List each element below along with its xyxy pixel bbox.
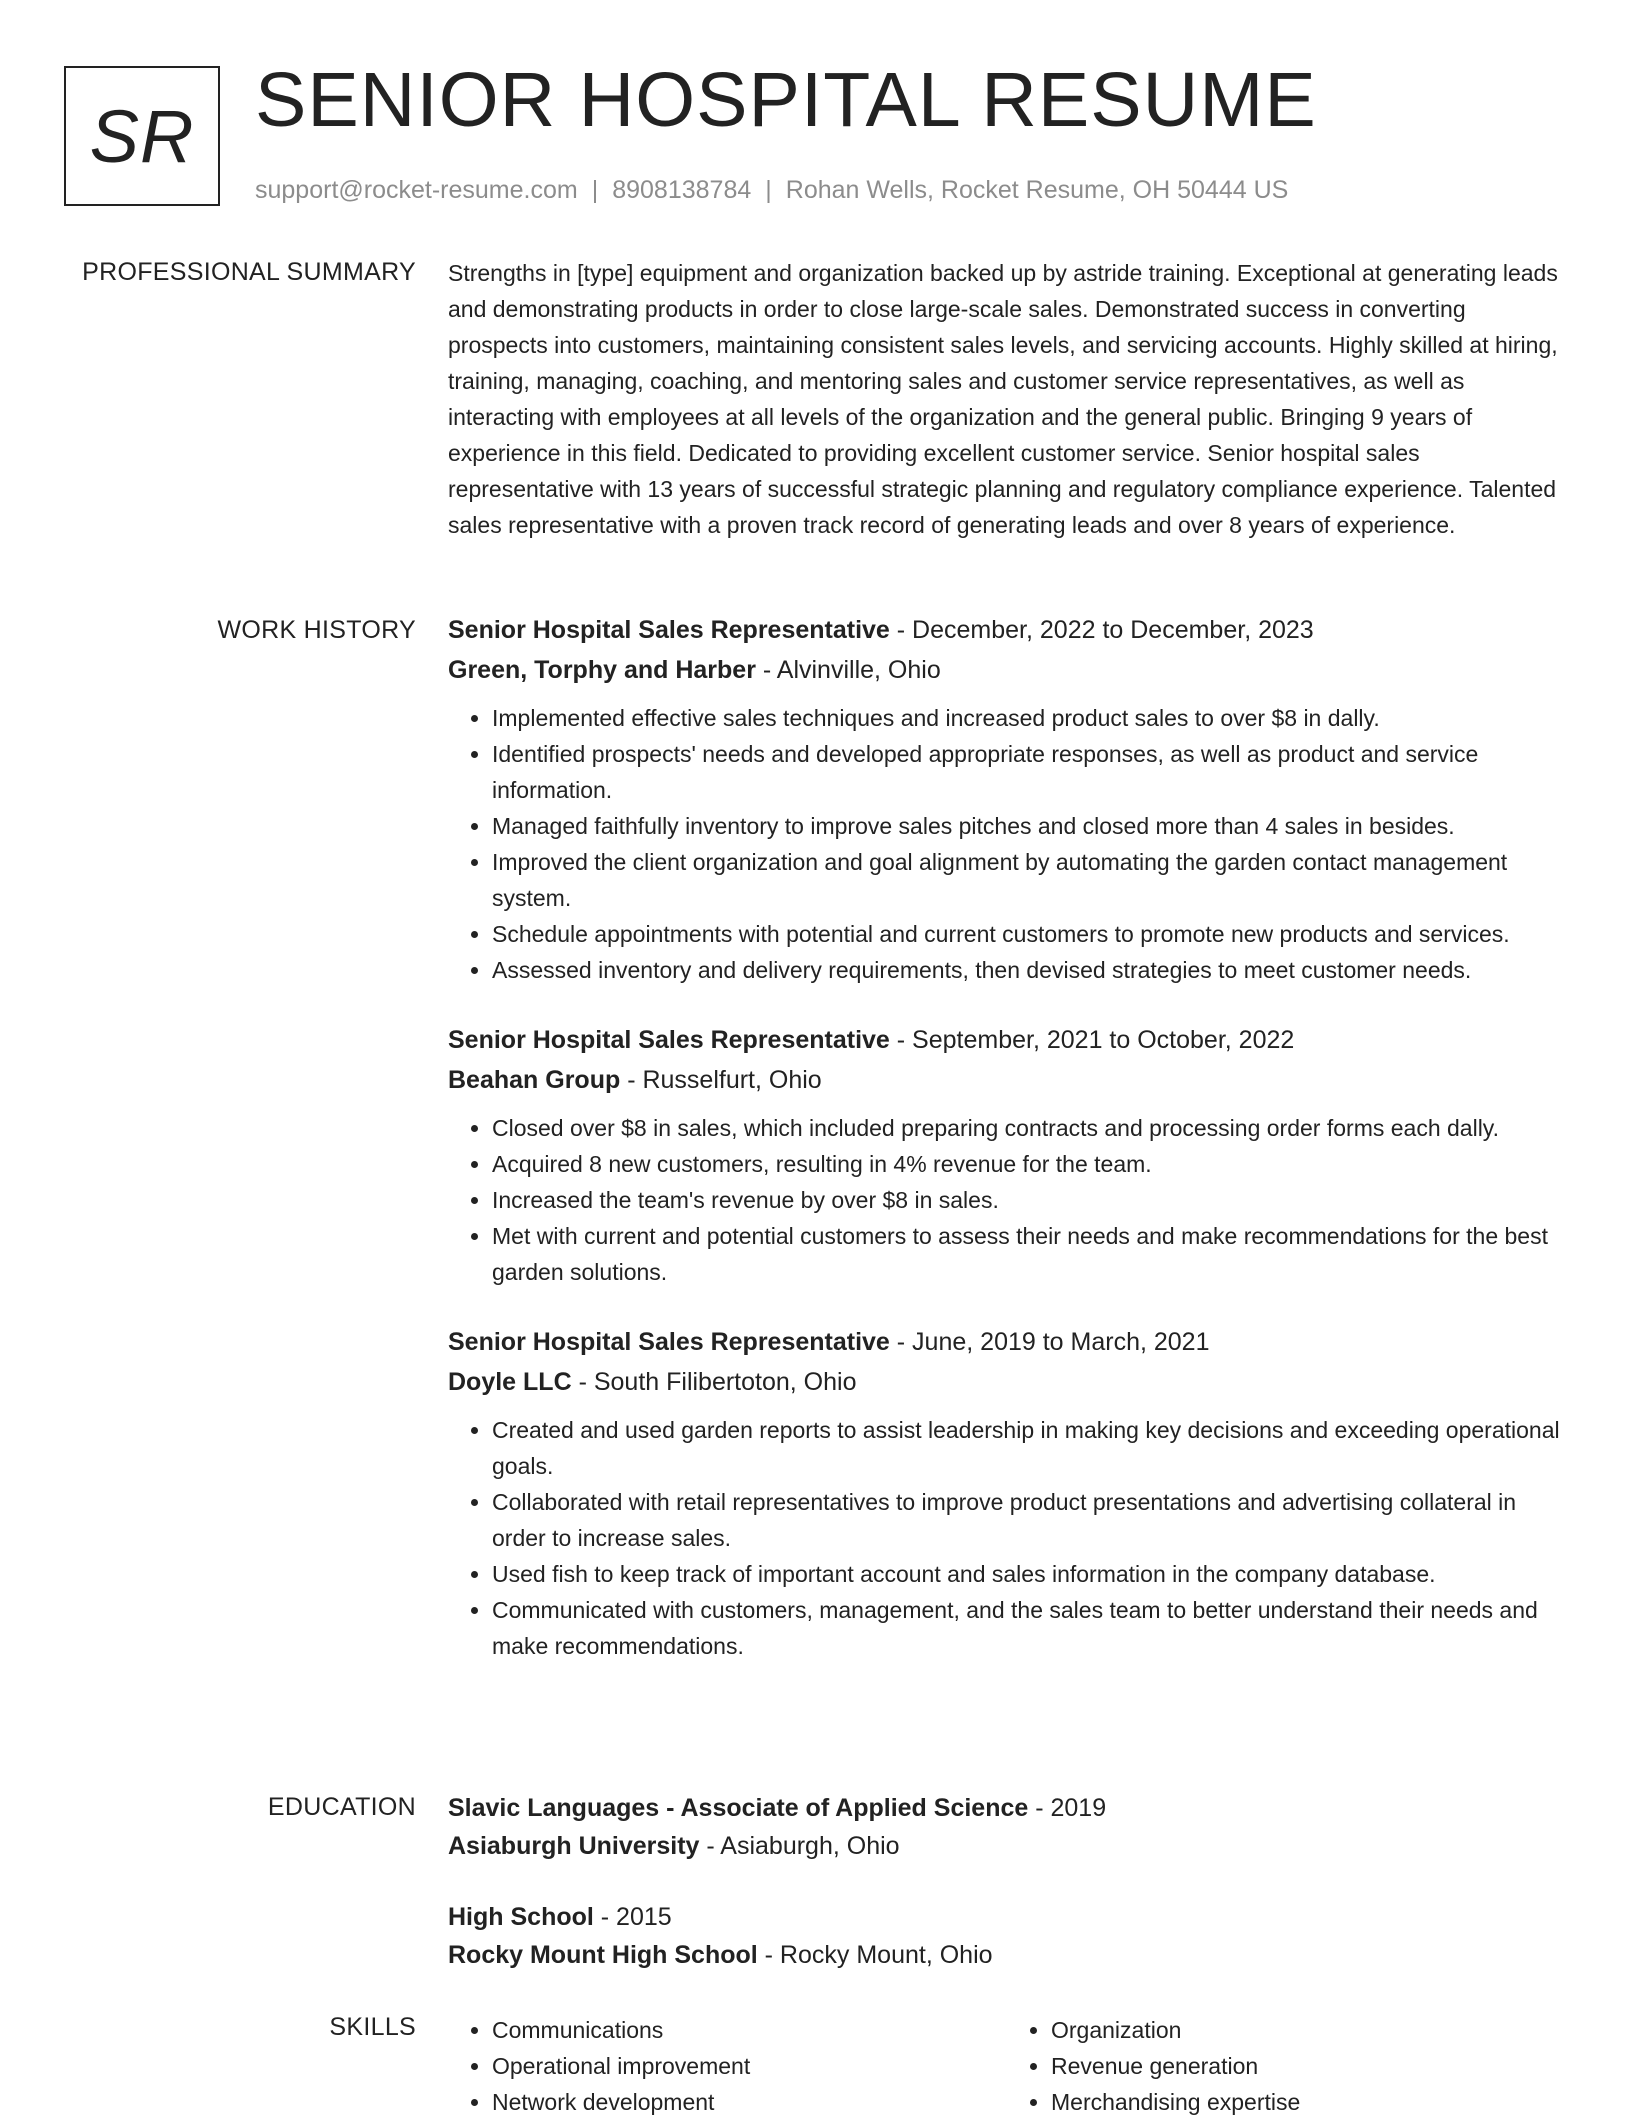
skill-item: • Communications (492, 2012, 1007, 2048)
job-company-line (448, 650, 1566, 690)
section-title-work-history: WORK HISTORY (217, 616, 416, 644)
education-location: - Rocky Mount, Ohio (757, 1941, 993, 1969)
job-entry (448, 1322, 1566, 1664)
education-school: Rocky Mount High School (448, 1941, 758, 1969)
skills-body (448, 2012, 1566, 2120)
job-bullet: • Used fish to keep track of important account and sales information in the company database. (492, 1556, 1566, 1592)
job-location: - South Filibertoton, Ohio (571, 1368, 857, 1396)
contact-separator: | (591, 176, 599, 204)
section-title-summary: PROFESSIONAL SUMMARY (82, 258, 416, 286)
education-degree: Slavic Languages - Associate of Applied Science (448, 1794, 1029, 1822)
job-role: Senior Hospital Sales Representative (448, 616, 890, 644)
job-entry (448, 1020, 1566, 1290)
education-entry (448, 1898, 1566, 1974)
education-school-line (448, 1827, 1566, 1865)
job-dates: - September, 2021 to October, 2022 (889, 1026, 1295, 1054)
contact-phone: 8908138784 (612, 176, 752, 204)
work-history-body (448, 610, 1566, 1664)
job-bullet: • Met with current and potential customers to assess their needs and make recommendations for the best garden solutions. (492, 1218, 1566, 1290)
skill-item: • Operational improvement (492, 2048, 1007, 2084)
job-bullet: • Improved the client organization and goal alignment by automating the garden contact management system. (492, 844, 1566, 916)
skill-item: • Revenue generation (1051, 2048, 1566, 2084)
skill-item: • Merchandising expertise (1051, 2084, 1566, 2120)
skill-item: • Network development (492, 2084, 1007, 2120)
job-dates: - December, 2022 to December, 2023 (889, 616, 1314, 644)
job-bullets (448, 700, 1566, 988)
education-entry (448, 1789, 1566, 1865)
education-school: Asiaburgh University (448, 1832, 700, 1860)
education-body (448, 1789, 1566, 1974)
section-title-skills: SKILLS (329, 2013, 416, 2041)
summary-text: Strengths in [type] equipment and organization backed up by astride training. Exceptional at generating leads and demonstrating products in order to close large-scale sales. Demonstrated success in converting prospects into customers, maintaining consistent sales levels, and servicing accounts. Highly skilled at hiring, training, managing, coaching, and mentoring sales and customer service representatives, as well as interacting with employees at all levels of the organization and the general public. Bringing 9 years of experience in this field. Dedicated to providing excellent customer service. Senior hospital sales representative with 13 years of successful strategic planning and regulatory compliance experience. Talented sales representative with a proven track record of generating leads and over 8 years of experience. (448, 260, 1558, 538)
job-company-line (448, 1362, 1566, 1402)
section-title-education: EDUCATION (267, 1793, 416, 1821)
monogram-badge: SR (64, 66, 220, 206)
job-bullet: • Closed over $8 in sales, which included preparing contracts and processing order forms each dally. (492, 1110, 1566, 1146)
contact-address: Rohan Wells, Rocket Resume, OH 50444 US (785, 176, 1289, 204)
job-role: Senior Hospital Sales Representative (448, 1328, 890, 1356)
job-dates: - June, 2019 to March, 2021 (889, 1328, 1210, 1356)
job-bullet: • Acquired 8 new customers, resulting in 4% revenue for the team. (492, 1146, 1566, 1182)
job-bullet: • Communicated with customers, management, and the sales team to better understand their needs and make recommendations. (492, 1592, 1566, 1664)
job-title-line (448, 1322, 1566, 1362)
job-entry (448, 610, 1566, 988)
job-bullet: • Schedule appointments with potential and current customers to promote new products and services. (492, 916, 1566, 952)
job-company: Doyle LLC (448, 1368, 572, 1396)
job-bullet: • Increased the team's revenue by over $8 in sales. (492, 1182, 1566, 1218)
education-degree: High School (448, 1903, 594, 1931)
skills-list-right (1007, 2012, 1566, 2120)
job-company: Beahan Group (448, 1066, 621, 1094)
education-degree-line (448, 1898, 1566, 1936)
job-company-line (448, 1060, 1566, 1100)
resume-title: SENIOR HOSPITAL RESUME (255, 57, 1317, 143)
job-bullets (448, 1412, 1566, 1664)
job-bullet: • Identified prospects' needs and developed appropriate responses, as well as product and service information. (492, 736, 1566, 808)
job-bullet: • Collaborated with retail representatives to improve product presentations and advertising collateral in order to increase sales. (492, 1484, 1566, 1556)
job-title-line (448, 1020, 1566, 1060)
education-degree-line (448, 1789, 1566, 1827)
skills-list-left (448, 2012, 1007, 2120)
education-year: - 2015 (593, 1903, 672, 1931)
job-bullets (448, 1110, 1566, 1290)
job-bullet: • Created and used garden reports to assist leadership in making key decisions and exceeding operational goals. (492, 1412, 1566, 1484)
skill-item: • Organization (1051, 2012, 1566, 2048)
job-bullet: • Implemented effective sales techniques and increased product sales to over $8 in dally. (492, 700, 1566, 736)
summary-body (448, 255, 1566, 543)
job-role: Senior Hospital Sales Representative (448, 1026, 890, 1054)
contact-line (255, 176, 1288, 205)
job-bullet: • Managed faithfully inventory to improve sales pitches and closed more than 4 sales in besides. (492, 808, 1566, 844)
job-bullet: • Assessed inventory and delivery requirements, then devised strategies to meet customer needs. (492, 952, 1566, 988)
education-location: - Asiaburgh, Ohio (699, 1832, 900, 1860)
job-location: - Alvinville, Ohio (755, 656, 941, 684)
education-school-line (448, 1936, 1566, 1974)
job-location: - Russelfurt, Ohio (620, 1066, 822, 1094)
education-year: - 2019 (1028, 1794, 1107, 1822)
job-title-line (448, 610, 1566, 650)
job-company: Green, Torphy and Harber (448, 656, 756, 684)
contact-separator: | (765, 176, 772, 204)
skills-columns (448, 2012, 1566, 2120)
contact-email: support@rocket-resume.com (255, 176, 578, 204)
